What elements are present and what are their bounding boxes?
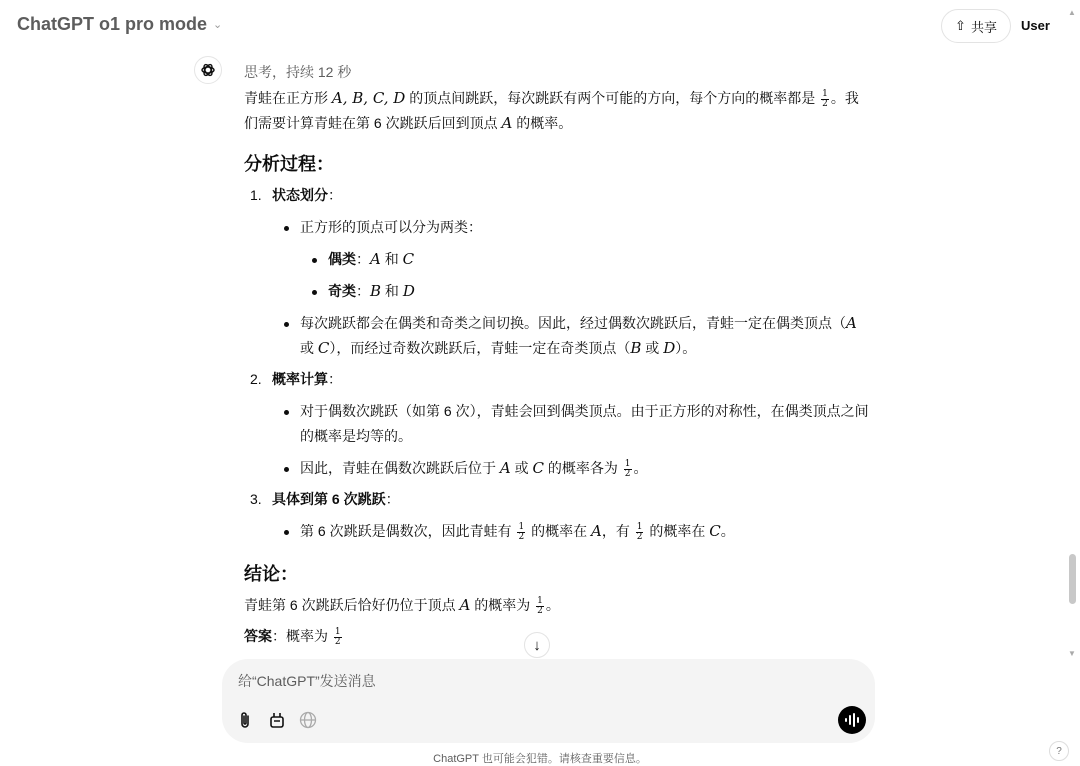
fraction-denominator: 2 (518, 531, 525, 542)
math-symbol: B (630, 339, 642, 357)
text-segment: ： (356, 283, 370, 299)
scrollbar-thumb[interactable] (1069, 554, 1076, 604)
math-symbol: B (370, 282, 382, 300)
sub-bullet-label: 偶类 (328, 251, 356, 267)
numbered-step (244, 487, 869, 512)
numbered-step (244, 183, 869, 208)
fraction-numerator: 1 (518, 521, 525, 532)
globe-search-icon[interactable] (298, 710, 318, 730)
bullet-item (244, 519, 869, 544)
step-number: 1. (250, 187, 262, 203)
fraction (536, 597, 544, 616)
chevron-down-icon: ⌄ (213, 19, 223, 31)
text-segment: 青蛙第 6 次跳跃后恰好仍位于顶点 (244, 597, 460, 613)
step-number: 2. (250, 371, 262, 387)
text-segment: 。我们需要计算青蛙在第 6 次跳跃后回到顶点 (244, 90, 859, 131)
fraction-numerator: 1 (334, 626, 341, 637)
fraction-denominator: 2 (636, 531, 643, 542)
sub-bullet-item (244, 279, 869, 304)
text-segment: 正方形的顶点可以分为两类： (300, 219, 482, 235)
fraction-numerator: 1 (537, 595, 543, 606)
fraction-denominator: 2 (537, 605, 543, 616)
text-segment: 的概率各为 (544, 460, 622, 476)
text-segment: 的顶点间跳跃，每次跳跃有两个可能的方向，每个方向的概率都是 (405, 90, 820, 106)
bullet-item (244, 215, 869, 240)
text-segment: 和 (380, 251, 403, 267)
answer-label: 答案 (244, 628, 272, 644)
math-symbol: A, B, C, D (331, 89, 406, 107)
fraction-denominator: 2 (624, 468, 631, 479)
sub-bullet-text (356, 251, 414, 267)
user-avatar[interactable]: User (1021, 18, 1050, 33)
help-button[interactable]: ? (1049, 741, 1069, 761)
text-segment: ）。 (675, 340, 697, 356)
text-segment: ： (356, 251, 370, 267)
conclusion-heading: 结论： (244, 564, 298, 584)
share-label: 共享 (970, 19, 997, 35)
math-symbol: A (499, 459, 511, 477)
fraction-denominator: 2 (822, 98, 828, 109)
conclusion-paragraph (244, 593, 869, 618)
fraction (821, 90, 829, 109)
fraction-numerator: 1 (624, 458, 631, 469)
voice-mode-button[interactable] (838, 706, 866, 734)
text-segment: 和 (381, 283, 403, 299)
text-segment: ：概率为 (272, 628, 332, 644)
text-segment: 或 (510, 460, 533, 476)
math-symbol: A (370, 250, 381, 268)
scrollbar[interactable] (1068, 8, 1077, 658)
scroll-up-arrow-icon[interactable]: ▲ (1068, 8, 1076, 17)
fraction (624, 460, 632, 479)
scroll-down-arrow-icon[interactable]: ▼ (1068, 649, 1076, 658)
intro-paragraph (244, 86, 869, 136)
fraction (636, 523, 644, 542)
text-segment: ），而经过奇数次跳跃后，青蛙一定在奇类顶点（ (329, 340, 631, 356)
assistant-message (244, 86, 869, 649)
text-segment: 。 (720, 523, 735, 539)
math-symbol: C (532, 459, 544, 477)
math-symbol: A (459, 596, 471, 614)
fraction-numerator: 1 (636, 521, 643, 532)
message-input[interactable] (238, 669, 838, 693)
text-segment: 的概率在 (527, 523, 591, 539)
numbered-step (244, 367, 869, 392)
text-segment: 第 6 次跳跃是偶数次，因此青蛙有 (300, 523, 516, 539)
step-title: 状态划分 (272, 187, 328, 203)
answer-paragraph (244, 624, 869, 649)
sub-bullet-text (356, 283, 415, 299)
math-symbol: C (402, 250, 415, 268)
text-segment: 的概率为 (470, 597, 535, 613)
sub-bullet-label: 奇类 (328, 283, 356, 299)
share-button[interactable] (941, 9, 1011, 43)
math-symbol: D (663, 339, 676, 357)
upload-icon: ⇧ (955, 18, 966, 33)
text-segment: 。 (545, 597, 560, 613)
text-segment: 对于偶数次跳跃（如第 6 次），青蛙会回到偶类顶点。由于正方形的对称性，在偶类顶点之间的概率是均等的。 (300, 403, 869, 444)
text-segment: 因此，青蛙在偶数次跳跃后位于 (300, 460, 500, 476)
disclaimer: ChatGPT 也可能会犯错。请核查重要信息。 (433, 753, 647, 765)
bullet-item (244, 311, 869, 361)
math-symbol: C (317, 339, 330, 357)
bullet-item (244, 456, 869, 481)
step-title: 概率计算 (272, 371, 328, 387)
text-segment: 的概率在 (645, 523, 710, 539)
waveform-icon (844, 713, 860, 727)
text-segment: 的概率。 (512, 115, 573, 131)
model-selector[interactable] (17, 14, 222, 35)
text-segment: ，有 (601, 523, 634, 539)
step-colon: ： (328, 371, 342, 387)
text-segment: 或 (300, 340, 318, 356)
text-segment: 。 (633, 460, 648, 476)
analysis-heading: 分析过程： (244, 154, 334, 174)
steps-list (244, 183, 869, 544)
arrow-down-icon: ↓ (533, 636, 541, 654)
fraction-denominator: 2 (334, 636, 341, 647)
scroll-to-bottom-button[interactable] (524, 632, 550, 658)
math-symbol: A (501, 114, 513, 132)
step-title: 具体到第 6 次跳跃 (272, 491, 386, 507)
thinking-duration[interactable]: 思考，持续 12 秒 (244, 64, 352, 80)
math-symbol: C (709, 522, 721, 540)
math-symbol: A (846, 314, 857, 332)
fraction (517, 523, 525, 542)
openai-logo-icon (194, 56, 222, 84)
text-segment: 每次跳跃都会在偶类和奇类之间切换。因此，经过偶数次跳跃后，青蛙一定在偶类顶点（ (300, 315, 846, 331)
step-number: 3. (250, 491, 262, 507)
step-colon: ： (328, 187, 342, 203)
math-symbol: A (590, 522, 602, 540)
attach-paperclip-icon[interactable] (235, 710, 255, 730)
tools-icon[interactable] (267, 710, 287, 730)
composer (222, 659, 875, 743)
fraction-numerator: 1 (822, 88, 828, 99)
step-colon: ： (385, 491, 400, 507)
sub-bullet-item (244, 247, 869, 272)
model-name: ChatGPT o1 pro mode (17, 14, 208, 34)
text-segment: 青蛙在正方形 (244, 90, 332, 106)
bullet-item (244, 399, 869, 449)
math-symbol: D (402, 282, 415, 300)
fraction (334, 628, 342, 647)
text-segment: 或 (641, 340, 664, 356)
answer-text (272, 626, 344, 647)
